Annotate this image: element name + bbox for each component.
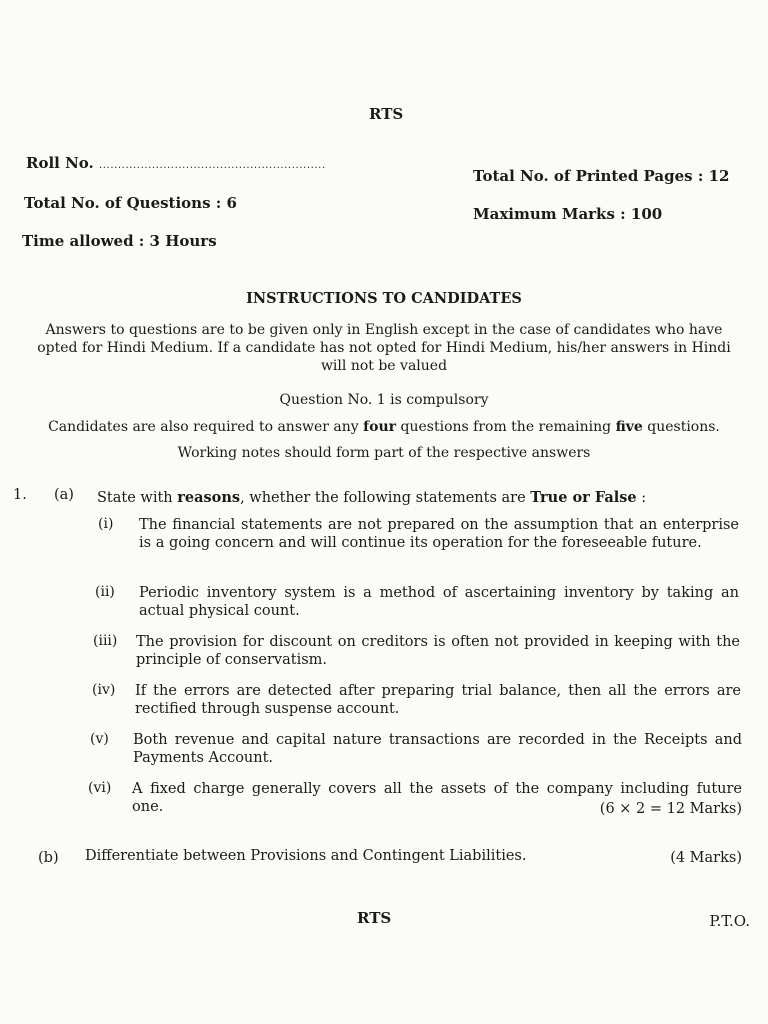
part-b-text: Differentiate between Provisions and Contingent Liabilities. xyxy=(85,848,527,864)
part-a-mid: , whether the following statements are xyxy=(240,490,531,506)
part-b-label: (b) xyxy=(38,850,59,866)
item-number: (ii) xyxy=(95,584,115,600)
roll-no-label xyxy=(26,154,326,172)
item-text: Periodic inventory system is a method of ascertaining inventory by taking an actual physical count. xyxy=(139,585,739,619)
instr-any-four: four xyxy=(363,419,397,435)
question-number: 1. xyxy=(13,487,27,503)
part-a-post: : xyxy=(636,490,647,506)
part-a-label: (a) xyxy=(54,487,74,503)
item-text: The provision for discount on creditors is often not provided in keeping with the principle of conservatism. xyxy=(136,634,740,668)
instructions-working-notes: Working notes should form part of the respective answers xyxy=(177,445,591,461)
part-a-reasons: reasons xyxy=(177,489,241,506)
instr-any-post: questions. xyxy=(642,419,720,435)
instructions-compulsory: Question No. 1 is compulsory xyxy=(279,392,489,408)
instr-any-pre: Candidates are also required to answer any xyxy=(48,419,364,435)
instructions-title: INSTRUCTIONS TO CANDIDATES xyxy=(246,290,522,307)
item-text: A fixed charge generally covers all the assets of the company including future one. xyxy=(132,781,742,815)
paper-code-footer: RTS xyxy=(357,909,392,927)
part-b-marks: (4 Marks) xyxy=(670,850,742,866)
part-a-marks: (6 × 2 = 12 Marks) xyxy=(599,801,742,817)
part-a-instruction xyxy=(97,489,646,507)
time-allowed: Time allowed : 3 Hours xyxy=(22,232,217,250)
instructions-language: Answers to questions are to be given only in English except in the case of candidates who have opted for Hindi Medium. If a candidate has not opted for Hindi Medium, his/her answers in Hindi will not be valued xyxy=(37,322,731,374)
item-text: Both revenue and capital nature transactions are recorded in the Receipts and Payments Account. xyxy=(133,732,742,766)
please-turn-over: P.T.O. xyxy=(709,912,750,930)
instr-any-five: five xyxy=(615,419,643,435)
item-text: The financial statements are not prepared on the assumption that an enterprise is a going concern and will continue its operation for the foreseeable future. xyxy=(139,517,739,551)
roll-no-dots: ............................................................ xyxy=(99,160,326,171)
item-number: (iv) xyxy=(92,682,116,698)
item-number: (vi) xyxy=(88,780,112,796)
item-text: If the errors are detected after preparing trial balance, then all the errors are rectified through suspense account. xyxy=(135,683,741,717)
item-number: (i) xyxy=(98,516,114,532)
instr-any-mid: questions from the remaining xyxy=(396,419,616,435)
roll-no-text: Roll No. xyxy=(26,154,94,172)
maximum-marks: Maximum Marks : 100 xyxy=(473,205,663,223)
item-number: (v) xyxy=(90,731,109,747)
item-number: (iii) xyxy=(93,633,118,649)
printed-pages: Total No. of Printed Pages : 12 xyxy=(473,167,730,185)
instructions-answer-any xyxy=(20,418,748,436)
part-a-true-false: True or False xyxy=(530,489,637,506)
paper-code-header: RTS xyxy=(369,105,404,123)
part-a-pre: State with xyxy=(97,490,178,506)
total-questions: Total No. of Questions : 6 xyxy=(24,194,237,212)
